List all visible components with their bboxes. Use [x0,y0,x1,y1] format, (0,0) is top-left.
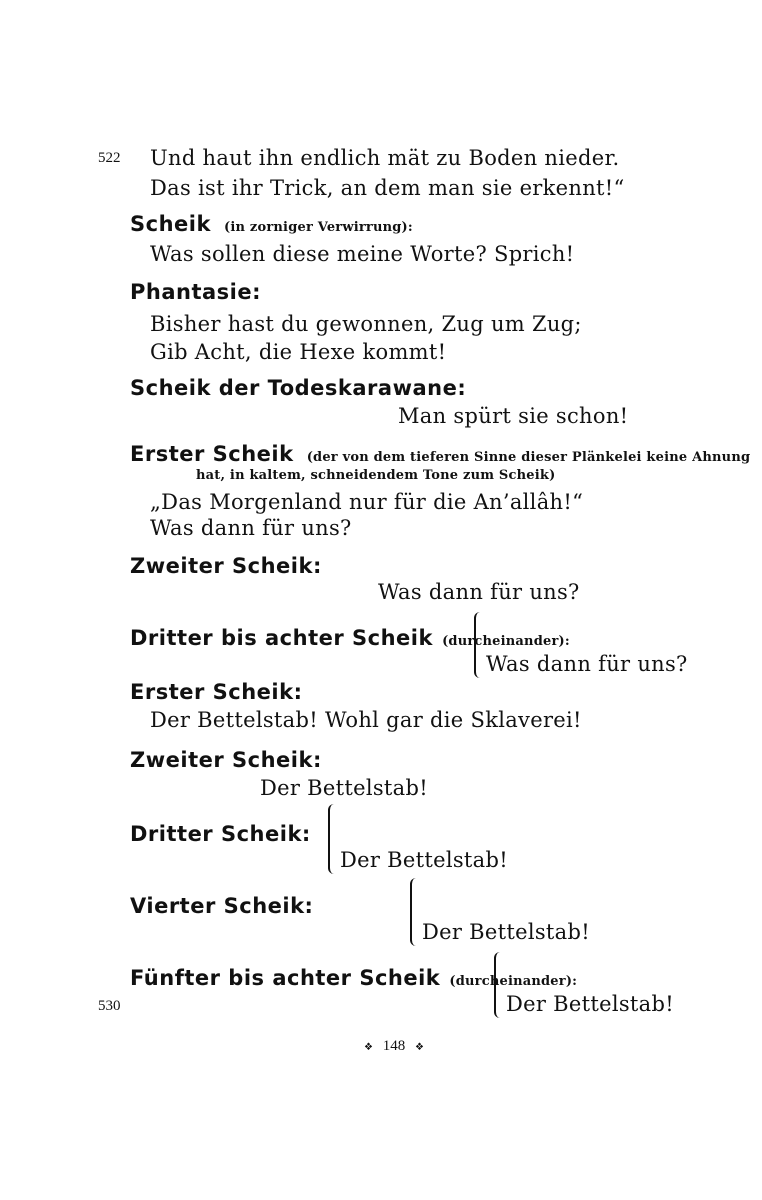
verse-line: Und haut ihn endlich mät zu Boden nieder. [150,146,620,170]
bracket [494,952,502,1018]
speaker-name: Erster Scheik: [130,680,303,704]
ornament-icon: ❖ [414,1042,424,1053]
ornament-icon: ❖ [364,1042,373,1053]
speaker-block [130,626,570,650]
bracket [474,612,482,678]
line-number: 530 [98,998,121,1014]
verse-line: Der Bettelstab! [422,920,590,944]
speaker-block [130,966,577,990]
verse-line: Der Bettelstab! [506,992,674,1016]
verse-line: Was dann für uns? [486,652,688,676]
speaker-name: Zweiter Scheik: [130,554,322,578]
speaker-name: Erster Scheik [130,442,294,466]
speaker-name: Scheik der Todeskarawane: [130,376,467,400]
verse-line: Was sollen diese meine Worte? Sprich! [150,242,575,266]
line-number: 522 [98,150,121,166]
speaker-block [130,212,413,236]
stage-direction: (der von dem tieferen Sinne dieser Plänkelei keine Ahnung [306,450,751,465]
verse-line: Der Bettelstab! [260,776,428,800]
speaker-name: Vierter Scheik: [130,894,314,918]
speaker-name: Scheik [130,212,211,236]
verse-line: Was dann für uns? [150,516,352,540]
verse-line: „Das Morgenland nur für die An’allâh!“ [150,490,584,514]
bracket [328,804,336,874]
speaker-name: Zweiter Scheik: [130,748,322,772]
speaker-name: Fünfter bis achter Scheik [130,966,441,990]
verse-line: Man spürt sie schon! [398,404,629,428]
verse-line: Bisher hast du gewonnen, Zug um Zug; [150,312,582,336]
verse-line: Der Bettelstab! [340,848,508,872]
page-number: ❖ 148 ❖ [364,1038,424,1054]
speaker-name: Dritter Scheik: [130,822,311,846]
stage-direction: hat, in kaltem, schneidendem Tone zum Scheik) [196,468,556,483]
verse-line: Der Bettelstab! Wohl gar die Sklaverei! [150,708,582,732]
stage-direction: (durcheinander): [442,634,570,649]
speaker-name: Dritter bis achter Scheik [130,626,433,650]
bracket [410,878,418,946]
verse-line: Gib Acht, die Hexe kommt! [150,340,447,364]
speaker-block [130,442,750,466]
speaker-name: Phantasie: [130,280,262,304]
verse-line: Das ist ihr Trick, an dem man sie erkennt!“ [150,176,625,200]
verse-line: Was dann für uns? [378,580,580,604]
stage-direction: (durcheinander): [449,974,578,989]
stage-direction: (in zorniger Verwirrung): [224,220,413,235]
